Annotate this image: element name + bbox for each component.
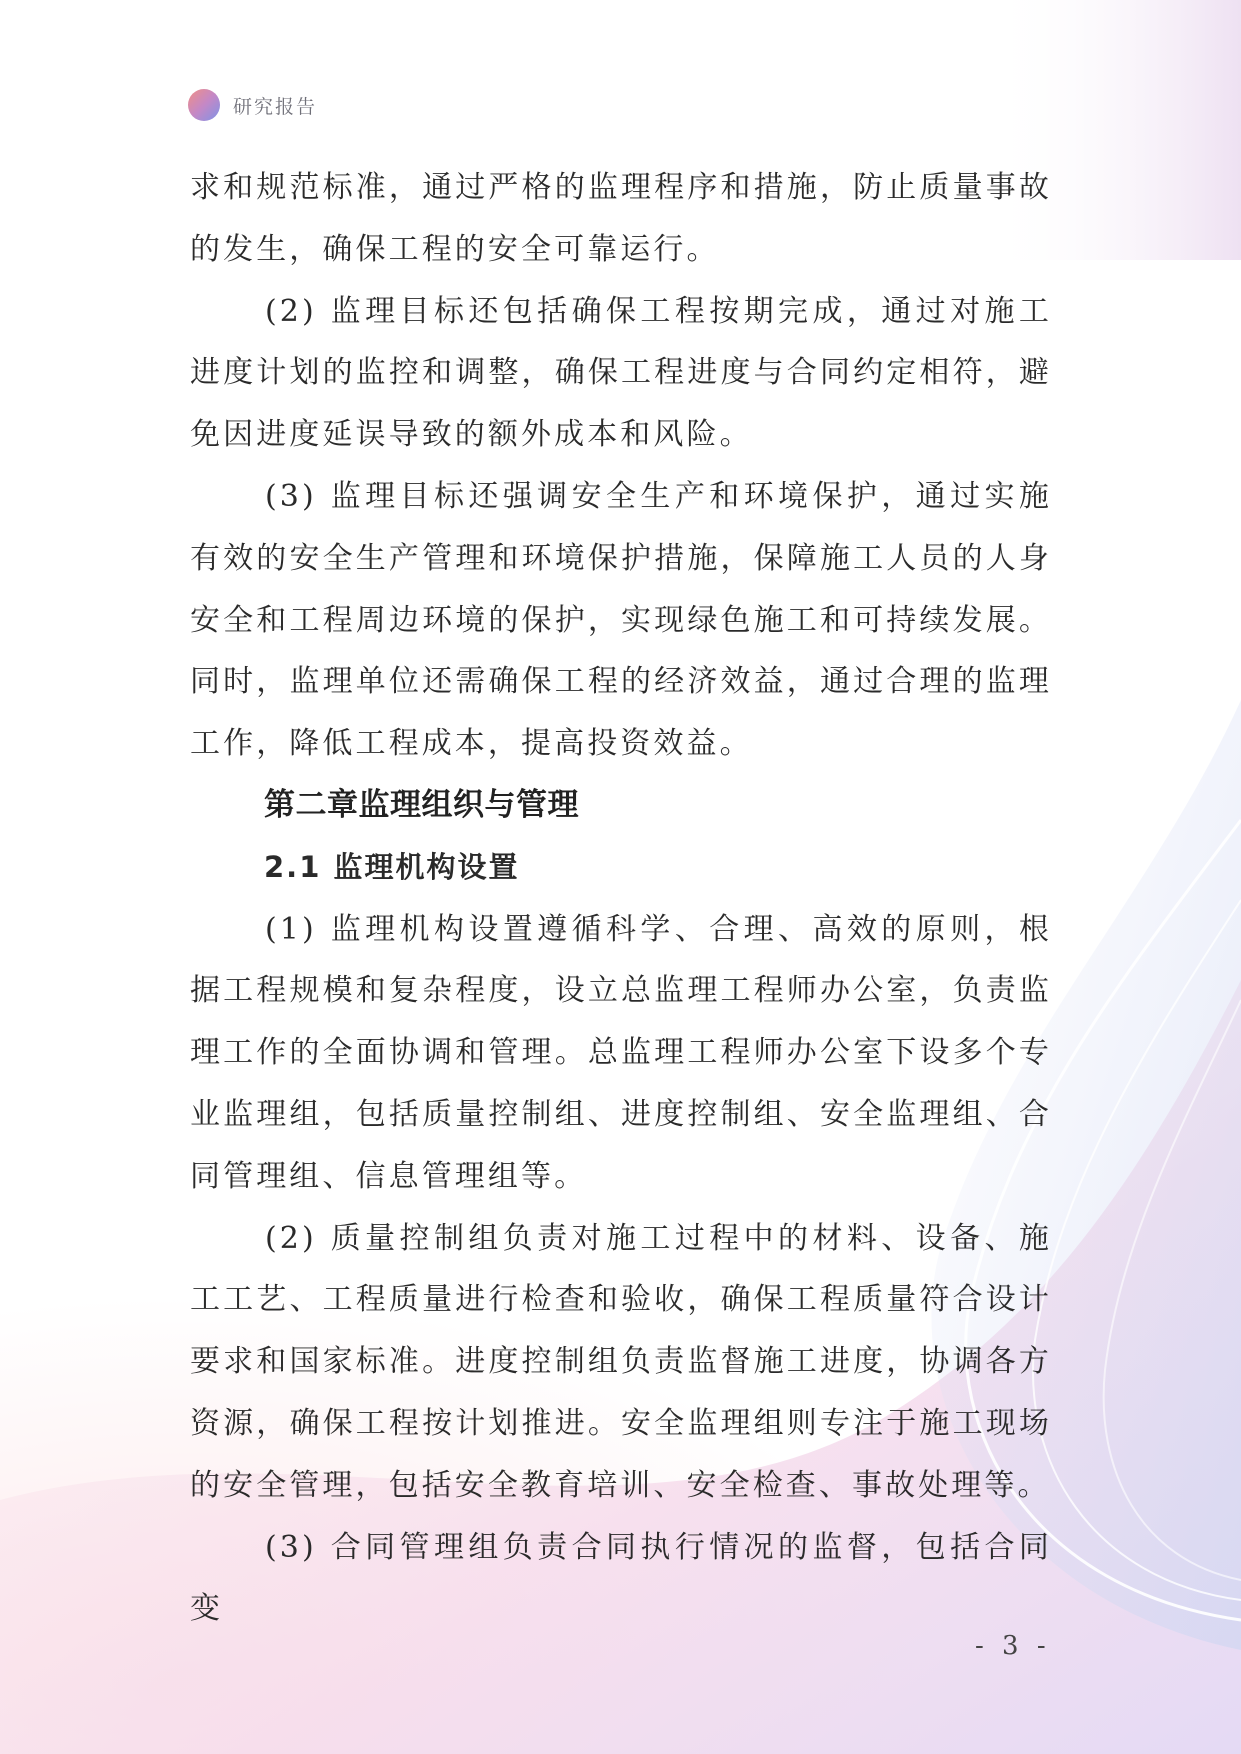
paragraph-item-1: (1) 监理机构设置遵循科学、合理、高效的原则，根据工程规模和复杂程度，设立总监理工程师办公室，负责监理工作的全面协调和管理。总监理工程师办公室下设多个专业监理组，包括质量控制组、进度控制组、安全监理组、合同管理组、信息管理组等。 <box>190 911 1052 1194</box>
document-header <box>188 88 317 122</box>
paragraph-continuation: 求和规范标准，通过严格的监理程序和措施，防止质量事故的发生，确保工程的安全可靠运行。 <box>190 170 1052 267</box>
section-heading: 2.1 监理机构设置 <box>264 849 520 884</box>
paragraph-item-3: (3) 监理目标还强调安全生产和环境保护，通过实施有效的安全生产管理和环境保护措施，保障施工人员的人身安全和工程周边环境的保护，实现绿色施工和可持续发展。同时，监理单位还需确保工程的经济效益，通过合理的监理工作，降低工程成本，提高投资效益。 <box>190 478 1052 762</box>
brand-label: 研究报告 <box>233 95 318 118</box>
paragraph-item-2: (2) 监理目标还包括确保工程按期完成，通过对施工进度计划的监控和调整，确保工程进度与合同约定相符，避免因进度延误导致的额外成本和风险。 <box>190 293 1052 453</box>
brand-logo-icon <box>188 89 220 121</box>
paragraph-item-2b: (2) 质量控制组负责对施工过程中的材料、设备、施工工艺、工程质量进行检查和验收，确保工程质量符合设计要求和国家标准。进度控制组负责监督施工进度，协调各方资源，确保工程按计划推进。安全监理组则专注于施工现场的安全管理，包括安全教育培训、安全检查、事故处理等。 <box>190 1220 1052 1503</box>
paragraph-item-3b: (3) 合同管理组负责合同执行情况的监督，包括合同变 <box>190 1529 1052 1627</box>
chapter-heading: 第二章监理组织与管理 <box>264 786 579 823</box>
document-body <box>190 157 1052 1640</box>
page-number: - 3 - <box>975 1631 1051 1661</box>
